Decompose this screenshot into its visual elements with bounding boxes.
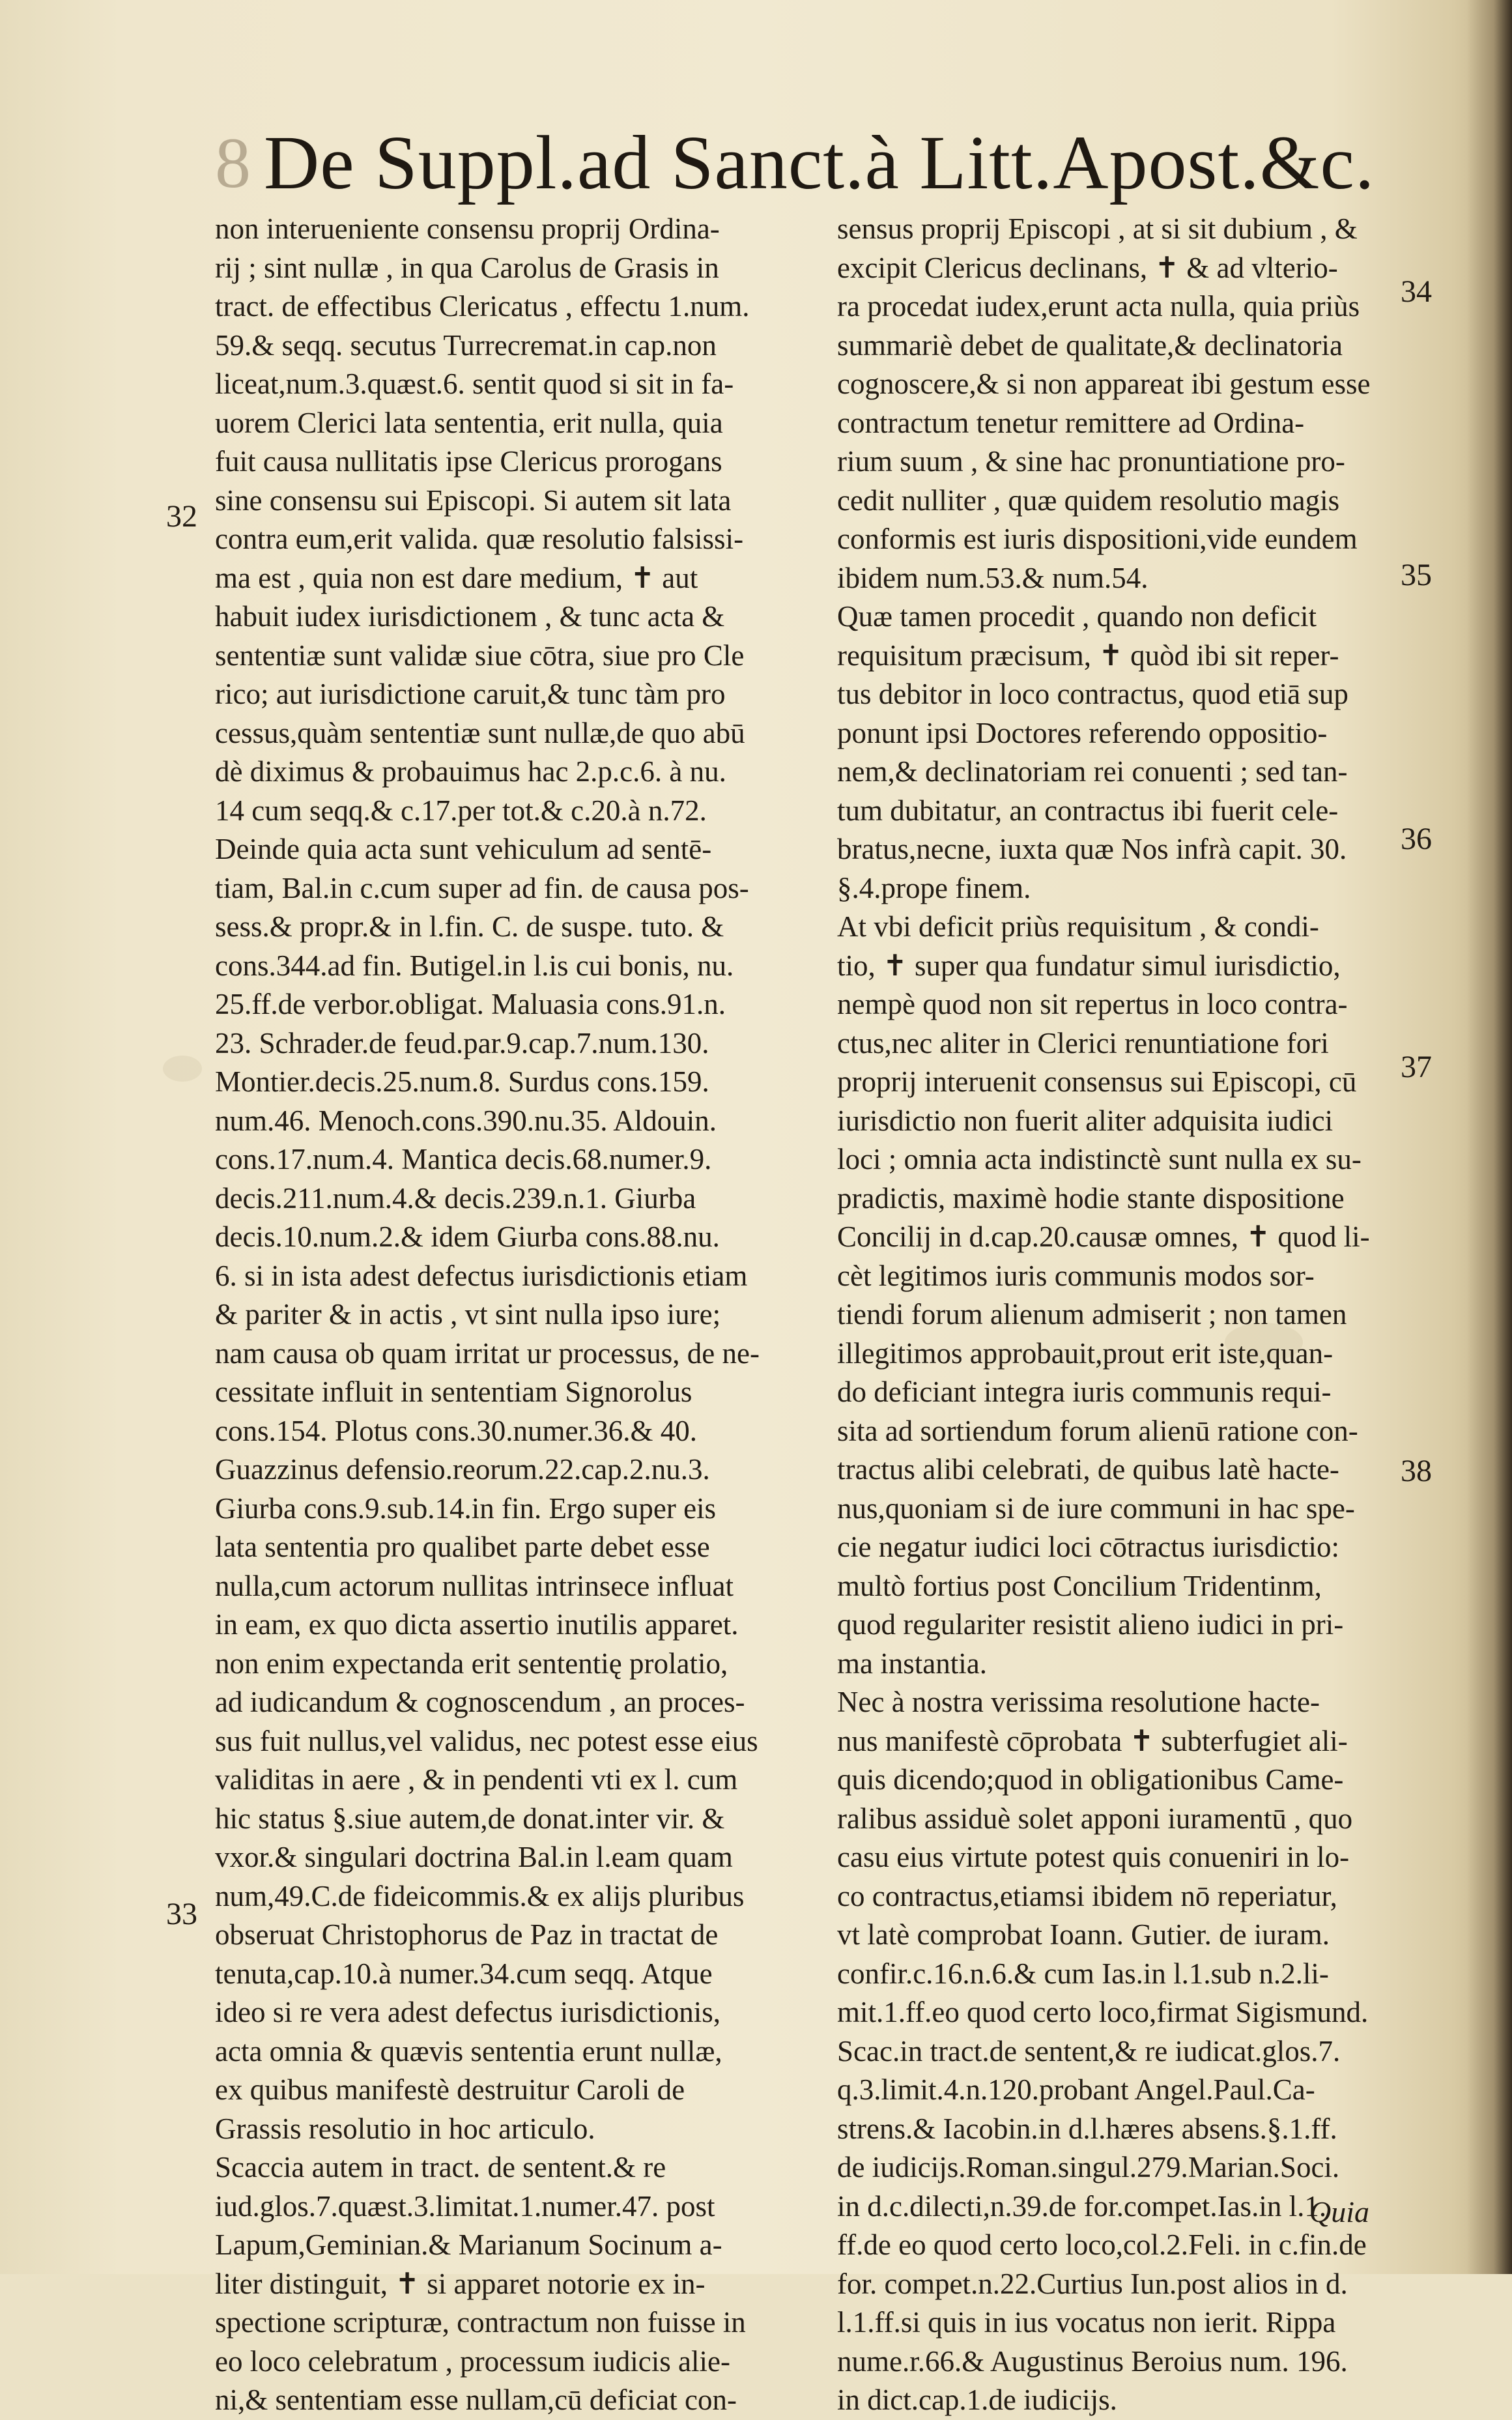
margin-number: 37 [1401, 1050, 1432, 1084]
text-line: eo loco celebratum , processum iudicis alie- [215, 2344, 730, 2378]
right-column [837, 210, 1397, 2420]
text-line: ma instantia. [837, 1647, 987, 1680]
text-line: Montier.decis.25.num.8. Surdus cons.159. [215, 1065, 709, 1098]
text-line: decis.10.num.2.& idem Giurba cons.88.nu. [215, 1220, 720, 1253]
margin-number: 35 [1401, 558, 1432, 592]
text-line: rium suum , & sine hac pronuntiatione pro- [837, 445, 1345, 478]
text-line: ff.de eo quod certo loco,col.2.Feli. in c.fin.de [837, 2228, 1367, 2261]
text-line: ctus,nec aliter in Clerici renuntiatione fori [837, 1026, 1329, 1059]
text-line: excipit Clericus declinans, ✝ & ad vlterio- [837, 251, 1338, 284]
text-line: sess.& propr.& in l.fin. C. de suspe. tuto. & [215, 910, 724, 943]
text-line: lata sententia pro qualibet parte debet esse [215, 1531, 710, 1563]
text-line: nulla,cum actorum nullitas intrinsece influat [215, 1569, 734, 1602]
paper-stain [163, 1056, 202, 1082]
text-line: tenuta,cap.10.à numer.34.cum seqq. Atque [215, 1957, 713, 1990]
text-line: obseruat Christophorus de Paz in tractat de [215, 1918, 719, 1951]
text-line: conformis est iuris dispositioni,vide eundem [837, 523, 1358, 555]
page-edge-shadow [1466, 0, 1512, 2274]
text-line: tract. de effectibus Clericatus , effectu 1.num. [215, 290, 750, 323]
text-line: ex quibus manifestè destruitur Caroli de [215, 2073, 685, 2106]
text-line: cons.154. Plotus cons.30.numer.36.& 40. [215, 1414, 697, 1447]
margin-number: 32 [166, 499, 197, 534]
text-line: nam causa ob quam irritat ur processus, de ne- [215, 1336, 760, 1370]
text-line: Scac.in tract.de sentent,& re iudicat.glos.7. [837, 2034, 1341, 2067]
text-line: §.4.prope finem. [837, 871, 1031, 904]
text-line: cognoscere,& si non appareat ibi gestum esse [837, 367, 1371, 400]
text-line: strens.& Iacobin.in d.l.hæres absens.§.1.ff. [837, 2112, 1337, 2145]
text-line: in d.c.dilecti,n.39.de for.compet.Ias.in l.1. [837, 2189, 1327, 2223]
page-number: 8 [215, 122, 251, 203]
text-line: vxor.& singulari doctrina Bal.in l.eam quam [215, 1841, 733, 1873]
text-line: habuit iudex iurisdictionem , & tunc acta & [215, 600, 725, 633]
text-line: ni,& sententiam esse nullam,cū deficiat con- [215, 2384, 737, 2416]
text-line: tiam, Bal.in c.cum super ad fin. de causa pos- [215, 871, 749, 904]
text-line: co contractus,etiamsi ibidem nō reperiatur, [837, 1879, 1337, 1912]
text-line: mit.1.ff.eo quod certo loco,firmat Sigismund. [837, 1996, 1369, 2028]
margin-number: 33 [166, 1897, 197, 1931]
text-line: quis dicendo;quod in obligationibus Came- [837, 1763, 1344, 1796]
text-line: tum dubitatur, an contractus ibi fuerit cele- [837, 794, 1339, 827]
text-line: 23. Schrader.de feud.par.9.cap.7.num.130. [215, 1026, 709, 1059]
text-line: multò fortius post Concilium Tridentinm, [837, 1569, 1322, 1602]
text-line: de iudicijs.Roman.singul.279.Marian.Soci. [837, 2151, 1340, 2183]
text-line: cons.17.num.4. Mantica decis.68.numer.9. [215, 1143, 712, 1175]
text-line: nus,quoniam si de iure communi in hac spe- [837, 1491, 1355, 1525]
text-line: nume.r.66.& Augustinus Beroius num. 196. [837, 2344, 1348, 2378]
text-line: fuit causa nullitatis ipse Clericus prorogans [215, 445, 722, 478]
text-line: cessitate influit in sententiam Signorolus [215, 1376, 692, 1408]
text-line: l.1.ff.si quis in ius vocatus non ierit. Rippa [837, 2306, 1336, 2339]
text-line: liter distinguit, ✝ si apparet notorie ex in- [215, 2267, 706, 2300]
text-line: cedit nulliter , quæ quidem resolutio magis [837, 483, 1340, 517]
text-line: Quæ tamen procedit , quando non deficit [837, 600, 1317, 633]
text-line: ad iudicandum & cognoscendum , an proces- [215, 1686, 745, 1718]
text-line: sine consensu sui Episcopi. Si autem sit lata [215, 483, 732, 517]
text-line: cessus,quàm sententiæ sunt nullæ,de quo abū [215, 716, 745, 749]
text-line: summariè debet de qualitate,& declinatoria [837, 328, 1343, 362]
text-line: decis.211.num.4.& decis.239.n.1. Giurba [215, 1181, 696, 1215]
text-line: nus manifestè cōprobata ✝ subterfugiet ali- [837, 1724, 1348, 1757]
text-line: validitas in aere , & in pendenti vti ex l. cum [215, 1763, 738, 1796]
text-line: liceat,num.3.quæst.6. sentit quod si sit in fa- [215, 367, 734, 400]
text-line: ponunt ipsi Doctores referendo oppositio- [837, 716, 1328, 749]
left-column [215, 210, 814, 2420]
catchword: Quia [1309, 2195, 1369, 2228]
text-line: cèt legitimos iuris communis modos sor- [837, 1259, 1315, 1292]
text-line: 14 cum seqq.& c.17.per tot.& c.20.à n.72. [215, 794, 707, 827]
text-line: non enim expectanda erit sententię prolatio, [215, 1647, 728, 1680]
text-line: & pariter & in actis , vt sint nulla ipso iure; [215, 1298, 721, 1331]
text-line: sus fuit nullus,vel validus, nec potest esse eius [215, 1724, 758, 1757]
text-line: ma est , quia non est dare medium, ✝ aut [215, 561, 698, 594]
text-line: nempè quod non sit repertus in loco contra- [837, 988, 1348, 1020]
margin-number: 36 [1401, 822, 1432, 856]
text-line: bratus,necne, iuxta quæ Nos infrà capit. 30. [837, 833, 1347, 865]
text-line: proprij interuenit consensus sui Episcopi, cū [837, 1065, 1357, 1098]
text-line: acta omnia & quævis sententia erunt nullæ, [215, 2034, 722, 2067]
text-line: ra procedat iudex,erunt acta nulla, quia priùs [837, 290, 1360, 323]
text-line: 6. si in ista adest defectus iurisdictionis etiam [215, 1259, 748, 1292]
text-line: q.3.limit.4.n.120.probant Angel.Paul.Ca- [837, 2073, 1315, 2106]
text-line: ideo si re vera adest defectus iurisdictionis, [215, 1996, 721, 2028]
text-line: contractum tenetur remittere ad Ordina- [837, 406, 1305, 439]
text-line: iurisdictio non fuerit aliter adquisita iudici [837, 1104, 1334, 1137]
text-line: tractus alibi celebrati, de quibus latè hacte- [837, 1453, 1339, 1486]
text-line: num,49.C.de fideicommis.& ex alijs pluribus [215, 1879, 745, 1912]
text-line: tus debitor in loco contractus, quod etiā sup [837, 678, 1348, 710]
text-line: quod regulariter resistit alieno iudici in pri- [837, 1608, 1344, 1641]
text-line: 59.& seqq. secutus Turrecremat.in cap.non [215, 328, 717, 362]
text-line: contra eum,erit valida. quæ resolutio falsissi- [215, 523, 744, 555]
text-line: Scaccia autem in tract. de sentent.& re [215, 2151, 666, 2183]
text-line: sita ad sortiendum forum alienū ratione con- [837, 1414, 1358, 1447]
text-line: Nec à nostra verissima resolutione hacte- [837, 1686, 1320, 1718]
text-line: At vbi deficit priùs requisitum , & condi- [837, 910, 1319, 943]
text-line: dè diximus & probauimus hac 2.p.c.6. à nu. [215, 755, 726, 788]
text-line: cons.344.ad fin. Butigel.in l.is cui bonis, nu. [215, 949, 734, 982]
text-line: non interueniente consensu proprij Ordina- [215, 212, 720, 245]
text-line: do deficiant integra iuris communis requi- [837, 1376, 1332, 1408]
margin-number: 34 [1401, 274, 1432, 309]
text-line: Concilij in d.cap.20.causæ omnes, ✝ quod li- [837, 1220, 1370, 1253]
text-line: tio, ✝ super qua fundatur simul iurisdictio, [837, 949, 1341, 982]
text-line: spectione scripturæ, contractum non fuisse in [215, 2306, 746, 2339]
running-head: De Suppl.ad Sanct.à Litt.Apost.&c. [264, 120, 1375, 205]
text-line: sensus proprij Episcopi , at si sit dubium , & [837, 212, 1358, 245]
text-line: confir.c.16.n.6.& cum Ias.in l.1.sub n.2.li- [837, 1957, 1329, 1990]
text-line: Guazzinus defensio.reorum.22.cap.2.nu.3. [215, 1453, 710, 1486]
text-line: ralibus assiduè solet apponi iuramentū , quo [837, 1802, 1353, 1835]
text-line: tiendi forum alienum admiserit ; non tamen [837, 1298, 1347, 1331]
page-header [215, 114, 1375, 212]
text-line: Giurba cons.9.sub.14.in fin. Ergo super eis [215, 1491, 717, 1525]
text-line: ibidem num.53.& num.54. [837, 561, 1148, 594]
text-line: rij ; sint nullæ , in qua Carolus de Grasis in [215, 251, 719, 284]
margin-number: 38 [1401, 1454, 1432, 1488]
text-line: loci ; omnia acta indistinctè sunt nulla ex su- [837, 1143, 1362, 1175]
text-line: num.46. Menoch.cons.390.nu.35. Aldouin. [215, 1104, 717, 1137]
text-line: sententiæ sunt validæ siue cōtra, siue pro Cle [215, 639, 745, 672]
text-line: vt latè comprobat Ioann. Gutier. de iuram. [837, 1918, 1330, 1951]
text-line: Lapum,Geminian.& Marianum Socinum a- [215, 2228, 722, 2261]
text-line: iud.glos.7.quæst.3.limitat.1.numer.47. post [215, 2189, 715, 2223]
text-line: 25.ff.de verbor.obligat. Maluasia cons.91.n. [215, 988, 726, 1020]
text-line: Deinde quia acta sunt vehiculum ad sentē- [215, 833, 712, 865]
text-line: illegitimos approbauit,prout erit iste,quan- [837, 1336, 1334, 1370]
text-line: rico; aut iurisdictione caruit,& tunc tàm pro [215, 678, 726, 710]
text-line: Grassis resolutio in hoc articulo. [215, 2112, 595, 2145]
text-line: in dict.cap.1.de iudicijs. [837, 2384, 1117, 2416]
text-line: requisitum præcisum, ✝ quòd ibi sit reper- [837, 639, 1339, 672]
text-line: for. compet.n.22.Curtius Iun.post alios in d. [837, 2267, 1348, 2300]
text-line: casu eius virtute potest quis conueniri in lo- [837, 1841, 1350, 1873]
text-line: cie negatur iudici loci cōtractus iurisdictio: [837, 1531, 1339, 1563]
text-line: in eam, ex quo dicta assertio inutilis apparet. [215, 1608, 739, 1641]
text-line: pradictis, maximè hodie stante dispositione [837, 1181, 1345, 1215]
text-line: nem,& declinatoriam rei conuenti ; sed tan- [837, 755, 1348, 788]
text-line: hic status §.siue autem,de donat.inter vir. & [215, 1802, 725, 1835]
text-line: uorem Clerici lata sententia, erit nulla, quia [215, 406, 723, 439]
